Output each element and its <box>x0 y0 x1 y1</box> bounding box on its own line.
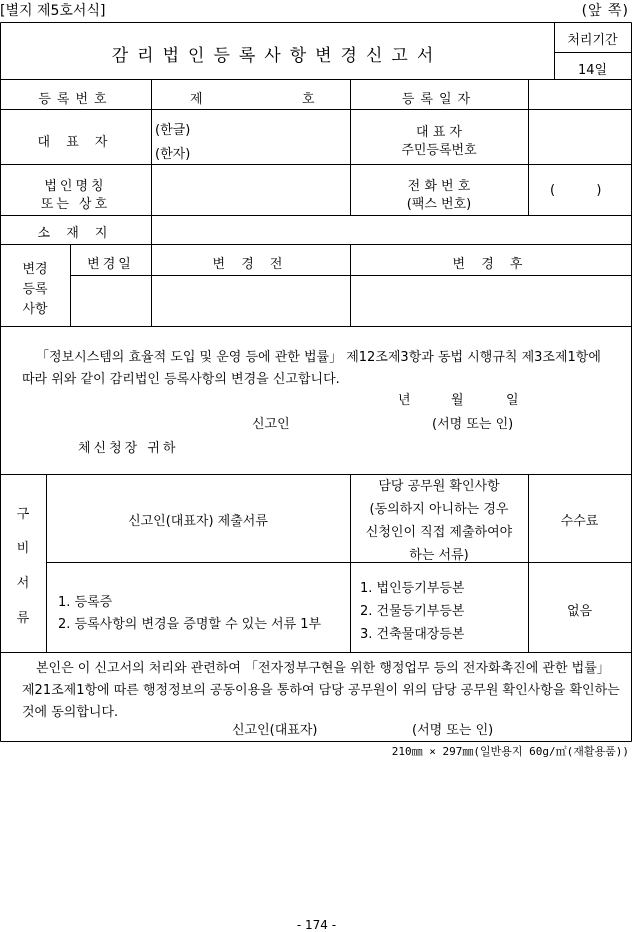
submitted-document-item: 2. 등록사항의 변경을 증명할 수 있는 서류 1부 <box>58 617 322 632</box>
address-label: 소 재 지 <box>37 226 114 241</box>
front-side-label: (앞 쪽) <box>581 3 629 19</box>
officer-check-item: 2. 건물등기부등본 <box>360 604 465 619</box>
officer-check-header-line3: 신청인이 직접 제출하여야 <box>365 525 513 540</box>
registration-number-suffix: 호 <box>302 92 315 107</box>
registration-number-label: 등록번호 <box>38 92 113 107</box>
change-date-field[interactable] <box>71 276 151 326</box>
form-number-label: [별지 제5호서식] <box>0 3 106 19</box>
registration-date-field[interactable] <box>529 80 631 109</box>
page-number: - 174 - <box>296 918 337 932</box>
change-date-label: 변경일 <box>87 257 134 272</box>
form-title: 감리법인등록사항변경신고서 <box>111 46 443 66</box>
docs-side-label-1: 구 <box>16 507 30 522</box>
fee-value: 없음 <box>566 604 593 619</box>
docs-side-label-4: 류 <box>16 611 30 626</box>
docs-side-label-2: 비 <box>16 541 30 556</box>
paper-spec-footnote: 210㎜ × 297㎜(일반용지 60g/㎡(재활용품)) <box>391 745 629 758</box>
representative-label: 대 표 자 <box>37 135 114 150</box>
corporation-name-label-line2: 또는 상호 <box>40 197 111 212</box>
representative-id-label-line1: 대 표 자 <box>416 125 462 140</box>
resident-number-field[interactable] <box>529 110 631 164</box>
change-section-label-line2: 등록 <box>22 282 48 297</box>
form-frame <box>0 22 632 742</box>
phone-label-line1: 전 화 번 호 <box>407 179 471 194</box>
submitted-document-item: 1. 등록증 <box>58 595 113 610</box>
addressee-label: 체신청장 귀하 <box>78 441 179 456</box>
phone-field[interactable]: ( ) <box>550 183 602 198</box>
consent-signer-label: 신고인(대표자) <box>232 723 318 738</box>
representative-hanja-name-label: (한자) <box>155 147 191 162</box>
corporation-name-field[interactable] <box>152 165 350 215</box>
registration-date-label: 등록일자 <box>401 92 477 107</box>
processing-period-label: 처리기간 <box>567 33 618 48</box>
after-change-field[interactable] <box>351 276 631 326</box>
declarant-label: 신고인 <box>252 417 290 432</box>
officer-check-item: 1. 법인등기부등본 <box>360 581 465 596</box>
consent-signature-label: (서명 또는 인) <box>412 723 494 738</box>
declaration-day: 일 <box>506 393 519 408</box>
representative-id-label-line2: 주민등록번호 <box>401 143 477 158</box>
registration-number-prefix: 제 <box>190 92 203 107</box>
change-section-label-line1: 변경 <box>22 262 48 277</box>
before-change-field[interactable] <box>152 276 350 326</box>
declaration-text: 「정보시스템의 효율적 도입 및 운영 등에 관한 법률」 제12조제3항과 동법 시행규칙 제3조제1항에 따라 위와 같이 감리법인 등록사항의 변경을 신고합니다. <box>22 350 601 387</box>
fee-header: 수수료 <box>560 514 599 529</box>
submitted-documents-header: 신고인(대표자) 제출서류 <box>128 514 268 529</box>
representative-korean-name-label: (한글) <box>155 123 191 138</box>
processing-period-value: 14일 <box>577 63 608 78</box>
address-field[interactable] <box>152 216 631 244</box>
declaration-year: 년 <box>398 393 411 408</box>
phone-label-line2: (팩스 번호) <box>406 197 472 212</box>
change-section-label-line3: 사항 <box>22 302 48 317</box>
docs-side-label-3: 서 <box>16 576 30 591</box>
officer-check-header-line2: (동의하지 아니하는 경우 <box>369 502 509 517</box>
declaration-month: 월 <box>451 393 464 408</box>
after-change-label: 변 경 후 <box>452 257 529 272</box>
officer-check-header-line1: 담당 공무원 확인사항 <box>378 479 500 494</box>
before-change-label: 변 경 전 <box>212 257 289 272</box>
officer-check-item: 3. 건축물대장등본 <box>360 627 465 642</box>
corporation-name-label-line1: 법인명칭 <box>44 179 107 194</box>
declarant-signature-label: (서명 또는 인) <box>432 417 514 432</box>
officer-check-header-line4: 하는 서류) <box>409 548 469 563</box>
consent-text: 본인은 이 신고서의 처리와 관련하여 「전자정부구현을 위한 행정업무 등의 전자화촉진에 관한 법률」 제21조제1항에 따른 행정정보의 공동이용을 통하여 담당 공무원이 위의 담당 공무원 확인사항을 확인하는 것에 동의합니다. <box>22 661 620 720</box>
